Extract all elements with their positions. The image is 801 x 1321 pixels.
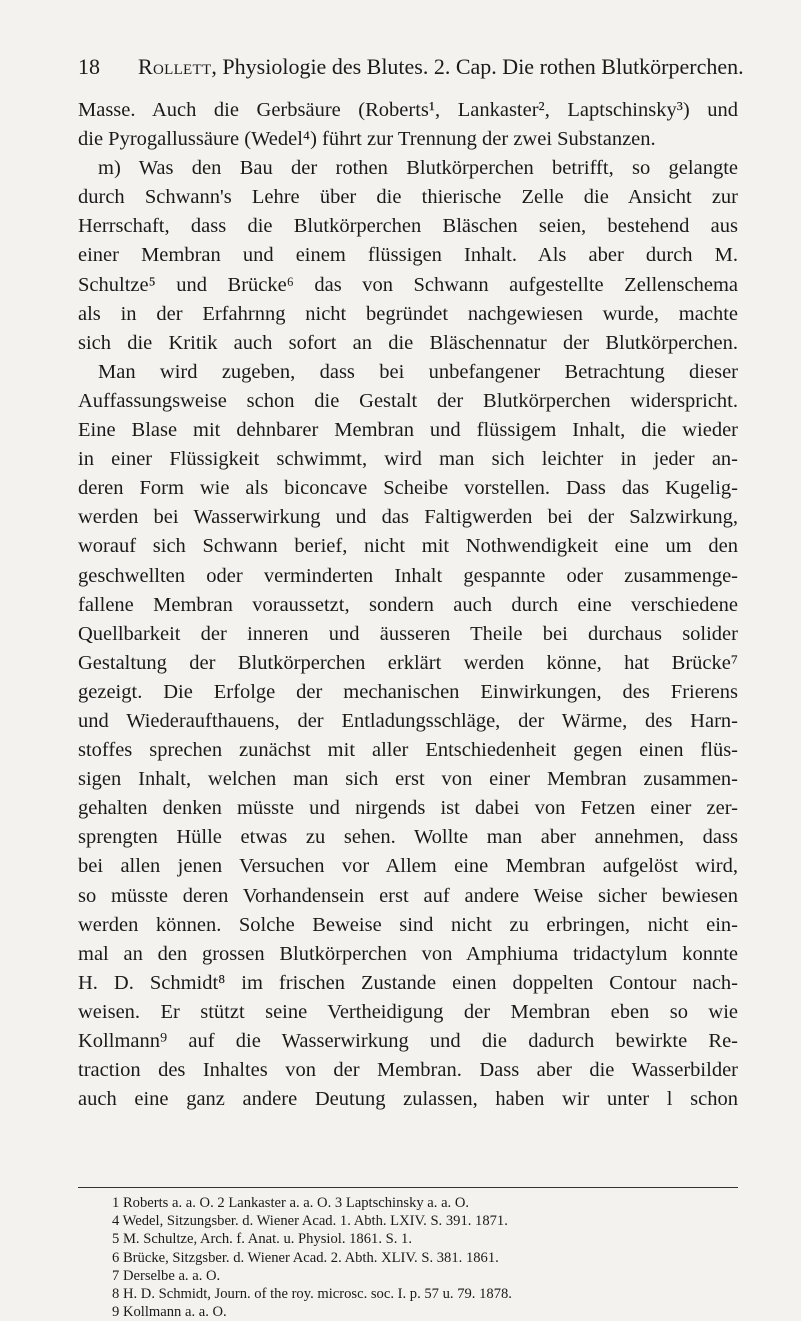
text-line: Gestaltung der Blutkörperchen erklärt werden könne, hat Brücke⁷ xyxy=(78,651,738,674)
text-line: sigen Inhalt, welchen man sich erst von einer Membran zusammen- xyxy=(78,768,738,791)
footnote: 4 Wedel, Sitzungsber. d. Wiener Acad. 1. Abth. LXIV. S. 391. 1871. xyxy=(112,1213,508,1230)
footnote: 7 Derselbe a. a. O. xyxy=(112,1267,221,1284)
text-line: traction des Inhaltes von der Membran. Dass aber die Wasserbilder xyxy=(78,1059,738,1082)
text-line: stoffes sprechen zunächst mit aller Entschiedenheit gegen einen flüs- xyxy=(78,739,738,762)
text-line: sprengten Hülle etwas zu sehen. Wollte man aber annehmen, dass xyxy=(78,826,738,849)
text-line: und Wiederaufthauens, der Entladungsschläge, der Wärme, des Harn- xyxy=(78,709,738,732)
footnote-divider xyxy=(78,1187,738,1188)
main-text xyxy=(78,96,738,1114)
text-line: Quellbarkeit der inneren und äusseren Theile bei durchaus solider xyxy=(78,622,738,645)
text-line: einer Membran und einem flüssigen Inhalt. Als aber durch M. xyxy=(78,244,738,267)
header-author: Rollett xyxy=(138,54,212,79)
footnote: 5 M. Schultze, Arch. f. Anat. u. Physiol. 1861. S. 1. xyxy=(112,1231,412,1248)
footnote: 8 H. D. Schmidt, Journ. of the roy. microsc. soc. I. p. 57 u. 79. 1878. xyxy=(112,1285,512,1302)
running-header xyxy=(78,50,744,84)
text-line: Auffassungsweise schon die Gestalt der Blutkörperchen widerspricht. xyxy=(78,389,738,412)
footnote: 9 Kollmann a. a. O. xyxy=(112,1304,227,1321)
text-line: bei allen jenen Versuchen vor Allem eine Membran aufgelöst wird, xyxy=(78,855,738,878)
text-line: werden können. Solche Beweise sind nicht zu erbringen, nicht ein- xyxy=(78,913,738,936)
text-line: mal an den grossen Blutkörperchen von Amphiuma tridactylum konnte xyxy=(78,942,738,965)
text-line: auch eine ganz andere Deutung zulassen, haben wir unter l schon xyxy=(78,1088,738,1111)
text-line: so müsste deren Vorhandensein erst auf andere Weise sicher bewiesen xyxy=(78,884,738,907)
text-line: die Pyrogallussäure (Wedel⁴) führt zur Trennung der zwei Substanzen. xyxy=(78,128,656,151)
footnote: 1 Roberts a. a. O. 2 Lankaster a. a. O. 3 Laptschinsky a. a. O. xyxy=(112,1195,470,1211)
header-title: , Physiologie des Blutes. 2. Cap. Die rothen Blutkörperchen. xyxy=(211,54,744,79)
text-line: Kollmann⁹ auf die Wasserwirkung und die dadurch bewirkte Re- xyxy=(78,1030,738,1052)
text-line: geschwellten oder verminderten Inhalt gespannte oder zusammenge- xyxy=(78,564,738,587)
text-line: fallene Membran voraussetzt, sondern auch durch eine verschiedene xyxy=(78,593,738,616)
footnote: 6 Brücke, Sitzgsber. d. Wiener Acad. 2. Abth. XLIV. S. 381. 1861. xyxy=(112,1249,499,1266)
text-line: als in der Erfahrnng nicht begründet nachgewiesen wurde, machte xyxy=(78,302,738,325)
text-line: Herrschaft, dass die Blutkörperchen Bläschen seien, bestehend aus xyxy=(78,215,738,238)
text-line: worauf sich Schwann berief, nicht mit Nothwendigkeit eine um den xyxy=(78,535,738,558)
text-line: weisen. Er stützt seine Vertheidigung der Membran eben so wie xyxy=(78,1000,738,1023)
text-line: Masse. Auch die Gerbsäure (Roberts¹, Lankaster², Laptschinsky³) und xyxy=(78,99,738,121)
text-line: durch Schwann's Lehre über die thierische Zelle die Ansicht zur xyxy=(78,186,738,209)
text-line: sich die Kritik auch sofort an die Bläschennatur der Blutkörperchen. xyxy=(78,331,738,354)
text-line: Schultze⁵ und Brücke⁶ das von Schwann aufgestellte Zellenschema xyxy=(78,273,738,296)
text-line: deren Form wie als biconcave Scheibe vorstellen. Dass das Kugelig- xyxy=(78,477,738,500)
page-number: 18 xyxy=(78,54,100,79)
text-line: in einer Flüssigkeit schwimmt, wird man sich leichter in jeder an- xyxy=(78,448,738,471)
text-line: gezeigt. Die Erfolge der mechanischen Einwirkungen, des Frierens xyxy=(78,680,738,703)
text-line: Eine Blase mit dehnbarer Membran und flüssigem Inhalt, die wieder xyxy=(78,419,738,442)
text-line: H. D. Schmidt⁸ im frischen Zustande einen doppelten Contour nach- xyxy=(78,971,738,994)
text-line: m) Was den Bau der rothen Blutkörperchen betrifft, so gelangte xyxy=(98,157,738,180)
text-line: Man wird zugeben, dass bei unbefangener Betrachtung dieser xyxy=(98,360,738,383)
text-line: werden bei Wasserwirkung und das Faltigwerden bei der Salzwirkung, xyxy=(78,506,738,529)
text-line: gehalten denken müsste und nirgends ist dabei von Fetzen einer zer- xyxy=(78,797,738,820)
